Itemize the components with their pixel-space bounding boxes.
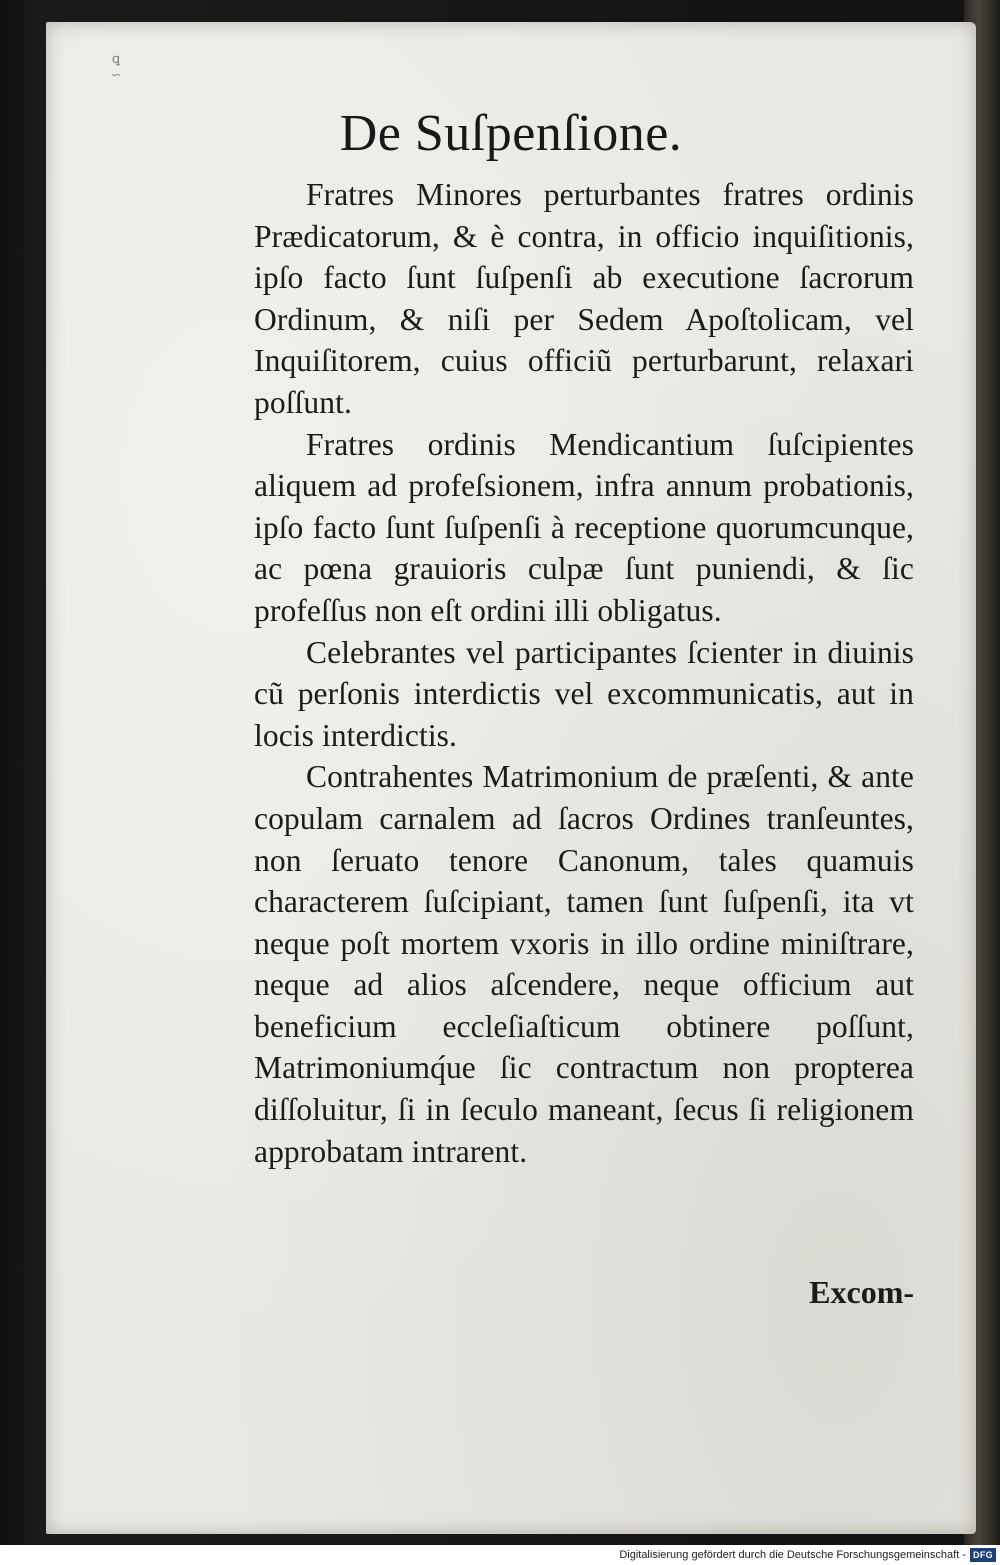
paragraph-4: Contrahentes Matrimonium de præſenti, & ante copulam carnalem ad ſacros Ordines tranſeuntes, non ſeruato tenore Canonum, tales quamuis characterem ſuſcipiant, tamen ſunt ſuſpenſi, ita vt neque poſt mortem vxoris in illo ordine miniſtrare, neque ad alios aſcendere, neque officium aut beneficium eccleſiaſticum obtinere poſſunt, Matrimoniumq́ue ſic contractum non propterea diſſoluitur, ſi in ſeculo maneant, ſecus ſi religionem approbatam intrarent. <box>254 759 914 1169</box>
paragraph-2: Fratres ordinis Mendicantium ſuſcipientes aliquem ad profeſsionem, infra annum probationis, ipſo facto ſunt ſuſpenſi à receptione quorumcunque, ac pœna grauioris culpæ ſunt puniendi, & ſic profeſſus non eſt ordini illi obligatus. <box>254 426 914 628</box>
dfg-logo-icon: DFG <box>970 1548 996 1562</box>
paragraph-3: Celebrantes vel participantes ſcienter in diuinis cũ perſonis interdictis vel excommunicatis, aut in locis interdictis. <box>254 634 914 753</box>
page-heading: De Suſpenſione. <box>339 105 683 162</box>
catchword: Excom- <box>809 1274 914 1310</box>
footer-credit: Digitalisierung gefördert durch die Deutsche Forschungsgemeinschaft - <box>619 1549 966 1561</box>
body-text <box>254 174 914 1172</box>
book-page <box>46 22 976 1534</box>
footer-bar <box>0 1545 1000 1565</box>
folio-mark: ꝗ ∽ <box>110 52 122 83</box>
paragraph-1: Fratres Minores perturbantes fratres ordinis Prædicatorum, & è contra, in officio inquiſitionis, ipſo facto ſunt ſuſpenſi ab executione ſacrorum Ordinum, & niſi per Sedem Apoſtolicam, vel Inquiſitorem, cuius officiũ perturbarunt, relaxari poſſunt. <box>254 177 914 420</box>
